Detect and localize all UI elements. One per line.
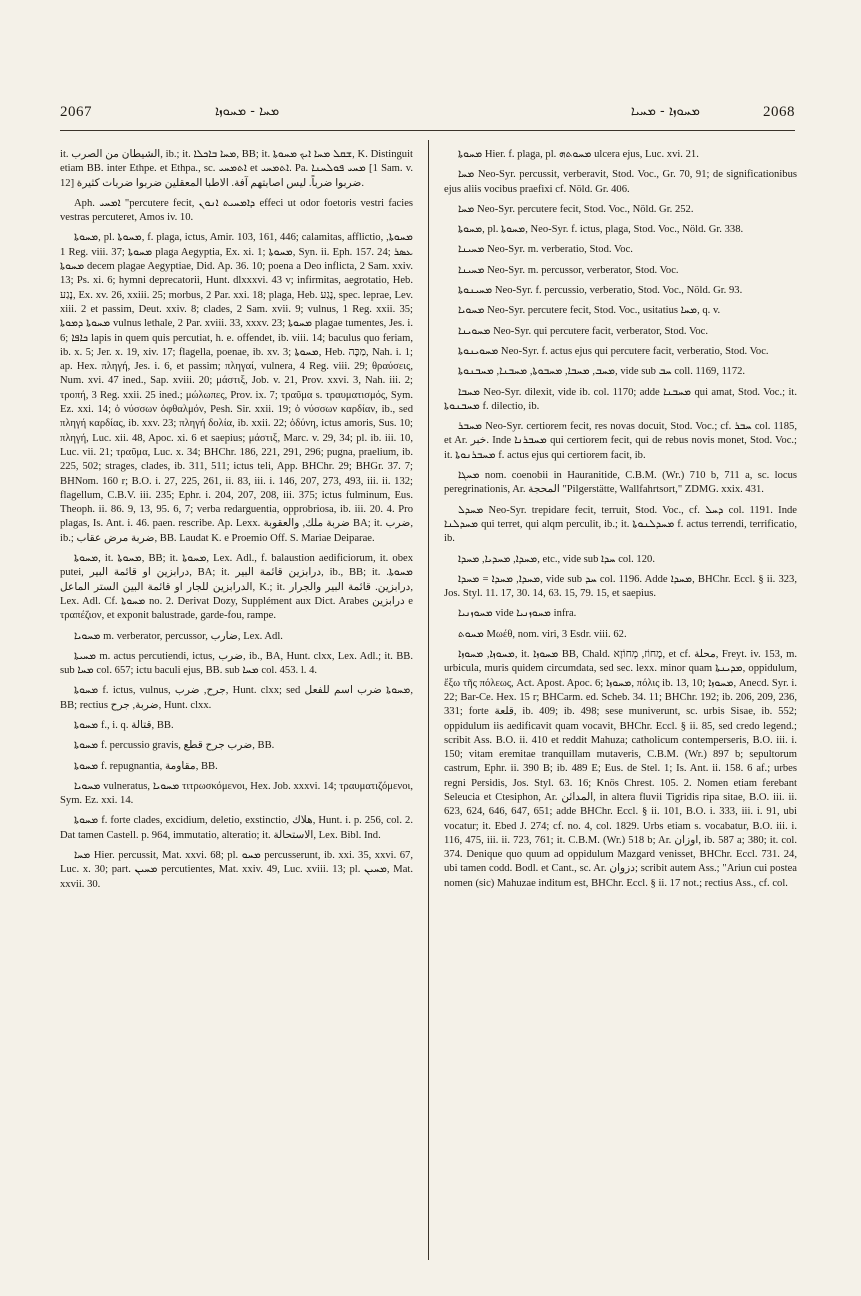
entry: ܡܚܘܝܐ vulneratus, ܡܚܘܝܐ τιτρωσκόμενοι, Hex. Job. xxxvi. 14; τραυματιζόμενοι, Sym. Ez. xxi. 14. (60, 780, 413, 807)
entry: ܡܚܝܢܐ Neo-Syr. m. percussor, verberator, Stod. Voc. (458, 264, 679, 276)
entry: ܡܚܓܐ nom. coenobii in Hauranitide, C.B.M. (Wr.) 710 b, 711 a, sc. locus peregrinationis, Ar. المحجة "Pilgerstätte, Wallfahrtsort," ZDMG. xxix. 431. (444, 470, 797, 496)
entry: ܡܚܐ Neo-Syr. percutere fecit, Stod. Voc., Nöld. Gr. 252. (458, 203, 694, 215)
entry: ܡܚܐ Neo-Syr. percussit, verberavit, Stod. Voc., Gr. 70, 91; de significationibus ejus aliis vocibus praefixi cf. Nöld. Gr. 406. (444, 169, 797, 195)
entry: ܡܚܝܢܐ Neo-Syr. m. verberatio, Stod. Voc. (458, 244, 633, 256)
page-header (60, 104, 795, 128)
entry: ܡܚܘܝܐ m. verberator, percussor, ضارب, Lex. Adl. (74, 630, 283, 642)
entry: ܡܚܝܬܐ m. actus percutiendi, ictus, ضرب, ib., BA, Hunt. clxx, Lex. Adl.; it. BB. sub ܡܚܐ col. 657; ictu baculi ejus, BB. sub ܡܚܐ col. 453. l. 4. (60, 650, 413, 677)
right-page-number: 2068 (763, 104, 795, 120)
header-divider (60, 130, 795, 131)
entry: ܡܚܕܠ Neo-Syr. trepidare fecit, terruit, Stod. Voc., cf. ܕܚܠ col. 1191. Inde ܡܚܕܠܢܐ qui terret, qui alqm perculit, ib.; it. ܡܚܕܠܢܘܬܐ f. actus terrendi, terrificatio, ib. (444, 504, 797, 545)
entry: ܡܚܘܝܢܐ Neo-Syr. qui percutere facit, verberator, Stod. Voc. (458, 325, 708, 337)
entry: ܡܚܒ, ܡܚܒܐ, ܡܚܒܘܬܐ, ܡܚܒܢܐ, ܡܚܒܢܘܬܐ, vide sub ܚܒ coll. 1169, 1172. (458, 366, 746, 378)
entry: ܡܚܘܬܐ f., i. q. قتالة, BB. (74, 719, 174, 731)
entry: ܡܚܒܪ Neo-Syr. certiorem fecit, res novas docuit, Stod. Voc.; cf. ܚܒܪ col. 1185, et Ar. خبر. Inde ܡܚܒܪܢܐ qui certiorem fecit, qui de rebus novis monet, Stod. Voc.; it. ܡܚܒܪܢܘܬܐ f. actus ejus qui certiorem facit, ib. (444, 421, 797, 461)
left-running-head: ܡܚܐ - ܡܚܘܙܐ (215, 104, 280, 119)
entry: ܡܚܐ Hier. percussit, Mat. xxvi. 68; pl. ܡܚܘ percusserunt, ib. xxi. 35, xxvi. 67, Luc. x. 30; part. ܡܚܝܢ percutientes, Mat. xxiv. 49, Luc. xviii. 13; pl. ܡܚܝܢ, Mat. xxvii. 30. (60, 850, 413, 890)
entry: ܡܚܘܝܐ Neo-Syr. percutere fecit, Stod. Voc., usitatius ܡܚܐ, q. v. (458, 305, 721, 317)
right-column (444, 148, 797, 1258)
entry: ܡܚܘܬܐ, pl. ܡܚܘܬܐ, f. plaga, ictus, Amir. 103, 161, 446; calamitas, afflictio, ܡܚܘܬܐ, 1 Reg. viii. 37; ܡܚܘܬܐ plaga Aegyptia, Ex. xi. 1; ܡܚܘܬܐ, Syn. ii. Eph. 157. 24; ܥܣܪ ܡܚܘܬܐ decem plagae Aegyptiae, Did. Ap. 36. 10; poena a Deo inflicta, 2 Sam. xxiv. 13; Ps. xi. 6; hymni deprecatorii, Hunt. dlxxxvi. 43 v; infirmitas, aegrotatio, Heb. נֶגַע, Ex. xv. 26, xxiii. 25; morbus, 2 Par. xxi. 18; plaga, Heb. נֶגַע, spec. leprae, Lev. xiii. 2 et passim, Deut. xxiv. 8; clades, 2 Sam. xvii. 9; vulnus, 1 Reg. xxii. 35; ܡܚܘܬܐ ܕܡܘܬܐ vulnus lethale, 2 Par. xviii. 33, xxxv. 23; ܡܚܘܬܐ plagae tumentes, Jes. i. 6; ܟܐܦܐ lapis in quem quis percutiat, h. e. offendet, ib. viii. 14; baculus quo feriam, ib. x. 5; Jer. x. 19, xiv. 17; flagella, poenae, ib. xv. 3; ܡܚܘܬܐ, Heb. מַכָּה, Nah. i. 1; ap. Hex. πληγή, Jes. i. 6, et passim; πληγαί, vulnera, 4 Reg. viii. 29; θραύσεις, Num. xvi. 47 ined., Sap. xviii. 20; μάστιξ, Job. v. 21, Prov. xxvi. 3, Nah. iii. 2; τροπή, 3 Reg. xxii. 25 ined.; μώλωπες, Prov. ix. 7; τραῦμα s. τραυματισμός, Sym. Ez. xxi. 14; ὁ νύσσων ὀφθαλμόν, Pesh. Sir. xxii. 19; ὁ νύσσων καρδίαν, ib., sed πληγή καρδίας, ib. xxv. 23; πληγή δολία, ib. xxii. 22; ὀδύνη, ictus amoris, Sus. 10; πληγή, Luc. xii. 48, Apoc. xi. 6 et saepius; μάστιξ, Marc. v. 29, 34; pl. ib. iii. 10, Luc. vii. 21; τραῦμα, Luc. x. 34; BHChr. 186, 221, 291, 296; pugna, praelium, ib. 225, 502; strages, clades, ib. 311, 511; ictus teli, App. BHChr. 29; BHGr. 37. 7; BHNom. 160 r; B.O. i. 27, 225, 261, ii. 83, iii. i. 146, 207, 273, 493, iii. ii. 132; flagellum, C.B.V. iii. 235; Ephr. i. 204, 207, 208, iii. 375; ictus fulminum, Eus. Theoph. ii. 86. 9, 13, 95. 6, 7; verba redarguentia, opprobriosa, ib. iii. 20. 4. Pro plagas, Is. Ant. i. 46. paen. rescribe. Ap. Lexx. ضربة ملك, والعقوبة BA; it. ضرب, ib.; ضربة مرض عقاب, BB. Laudat K. e Proemio Off. S. Mariae Deiparae. (60, 232, 413, 544)
entry: ܡܚܕܐ, ܡܚܕܝܐ, ܡܚܕܐ, etc., vide sub ܚܕܐ col. 120. (458, 553, 655, 565)
entry: ܡܚܕܐ, ܡܚܕܐ = ܡܚܕܐ, vide sub ܚܕ col. 1196. Adde ܡܚܕܐ, BHChr. Eccl. § ii. 323, Jos. Styl. 11. 17, 30. 14, 63. 15, 79. 15, et saepius. (444, 573, 797, 600)
entry: ܡܚܘܙܐ, ܡܚܘܙܐ, it. ܡܚܘܙܐ BB, Chald. מָחוֹז, מְחוֹזָא, et cf. محلة, Freyt. iv. 153, m. urbicula, muris quidem circumdata, sed sec. lexx. minor quam ܡܕܝܢܬܐ, oppidulum, ἔξω τῆς πόλεως, Act. Apost. Apoc. 6; ܡܚܘܙܐ, πόλις ib. 13, 10; ܡܚܘܙܐ, Anecd. Syr. i. 22; Bar-Ce. Hex. 15 r; BHCarm. ed. Scheb. 34. 11; BHChr. 192; ib. 206, 209, 236, 331; forte قلعة, ib. 409; ib. 498; sese muniverunt, sc. urbis Sisae, ib. 552; oppidulum iis aedificavit quam vocavit, BHChr. Eccl. § ii. 85, sed credo legend.; scribit Ass. B.O. ii. 410 et reddit Mahuza; catholicum contemperseris, B.O. iii. i. 150; vitam eremitae tranquillam mutaveris, C.B.M. (Wr.) 897 b; sepultorum castrum, Ephr. ii. 390 B; ib. 489 E; Eus. de Stel. 1; Is. Ant. ii. 158. 6 af.; urbes regni Persidis, Jos. Styl. 63. 16; Knös Chrest. 105. 2. Nomen etiam ferebant Seleucia et Ctesiphon, Ar. المدائن, in altera fluvii Tigridis ripa sitae, B.O. iii. ii. 623, 624, 646, 647, 651; adde BHChr. Eccl. § ii. 101, B.O. i. 333, iii. i. 91, ubi vocatur; it. Ebed J. 274; cf. no. 4, col. 1829. Urbs etiam s. vocabatur, B.O. iii. i. 116, 475, iii. ii. 723, 761; it. C.B.M. (Wr.) 518 b; Ar. اوزان, ib. 587 a; 380; it. col. 374. Denique quo quum ad oppidulum Mazgard venisset, BHChr. Eccl. 731. 24, ubi tamen codd. Bodl. et Cant., sc. Ar. دزوان; scribit autem Ass.; "Ariun cui postea nomen (sic) Mahuzae inditum est, BHChr. Eccl. § ii. 17 not.; rectius Ass., cf. col. (444, 649, 797, 889)
entry: it. الشيطان من الصرب, ib.; it. ܡܚܐ ܒܐܟܠܐ, BB; it. ܫܩܠ ܡܚܐ ܐܝܟ ܡܚܘܬܐ, K. Distinguit etiam BB. inter Ethpe. et Ethpa., sc. ܐܬܡܚܝ et ܐܬܡܚܝ. Pa. ܡܚܝ ܦܘܠܚܢܐ [1 Sam. v. 12] ضربوا ضرباً. ليس اصابتهم آفة. الاطبا المعقلين ضربوا ضربات كثيرة. (60, 149, 413, 189)
entry: Aph. ܐܡܚܝ "percutere fecit, ܕܐܡܚܝܬ ܐܢܘܢ effeci ut odor foetoris vestri facies vestras percuteret, Amos iv. 10. (60, 197, 413, 224)
entry: ܡܚܒܐ Neo-Syr. dilexit, vide ib. col. 1170; adde ܡܚܒܢܐ qui amat, Stod. Voc.; it. ܡܚܒܢܘܬܐ f. dilectio, ib. (444, 386, 797, 412)
left-page-number: 2067 (60, 104, 92, 120)
entry: ܡܚܘܬܐ, it. ܡܚܘܬܐ, BB; it. ܡܚܘܬܐ, Lex. Adl., f. balaustion aedificiorum, it. obex putei, درابزين او قائمة البير, BA; it. درابزين قائمة البير, ib., BB; it. ܡܚܘܬܐ. الدرابزين للجار او قائمة البين الستر الماعل, K.; it. درابزين. قائمة البير والجرار, Lex. Adl. Cf. ܡܚܘܬܐ no. 2. Derivat Dozy, Supplément aux Dict. Arabes درابزين e τραπέζιον, et exponit balustrade, garde-fou, rampe. (60, 553, 413, 622)
entry: ܡܚܘܬܐ f. percussio gravis, ضرب جرح قطع, BB. (74, 740, 275, 752)
entry: ܡܚܘܬܐ f. repugnantia, مقاومة, BB. (74, 760, 218, 772)
entry: ܡܚܘܬ Μωέθ, nom. viri, 3 Esdr. viii. 62. (458, 628, 627, 640)
right-running-head: ܡܚܘܙܐ - ܡܚܝܐ (630, 104, 700, 119)
entry: ܡܚܘܬܐ, pl. ܡܚܘܬܐ, Neo-Syr. f. ictus, plaga, Stod. Voc., Nöld. Gr. 338. (458, 224, 744, 236)
entry: ܡܚܘܬܐ Hier. f. plaga, pl. ܡܚܘܬܗ ulcera ejus, Luc. xvi. 21. (458, 149, 699, 160)
entry: ܡܚܝܢܘܬܐ Neo-Syr. f. percussio, verberatio, Stod. Voc., Nöld. Gr. 93. (458, 285, 743, 297)
entry: ܡܚܘܝܢܘܬܐ Neo-Syr. f. actus ejus qui percutere facit, verberatio, Stod. Voc. (458, 345, 769, 357)
column-divider (428, 140, 429, 1260)
entry: ܡܚܘܬܐ f. ictus, vulnus, جرح, ضرب, Hunt. clxx; sed ܡܚܘܬܐ ضرب اسم للفعل, BB; rectius ضربة, جرح, Hunt. clxx. (60, 685, 413, 711)
entry: ܡܚܘܬܐ f. forte clades, excidium, deletio, exstinctio, هلاك, Hunt. i. p. 256, col. 2. Dat tamen Castell. p. 964, immutatio, alteratio; it. الاستحالة, Lex. Bibl. Ind. (60, 815, 413, 841)
entry: ܡܚܘܙܢܝܐ vide ܡܚܘܙܢܝܐ infra. (458, 608, 577, 620)
left-column (60, 148, 413, 1258)
